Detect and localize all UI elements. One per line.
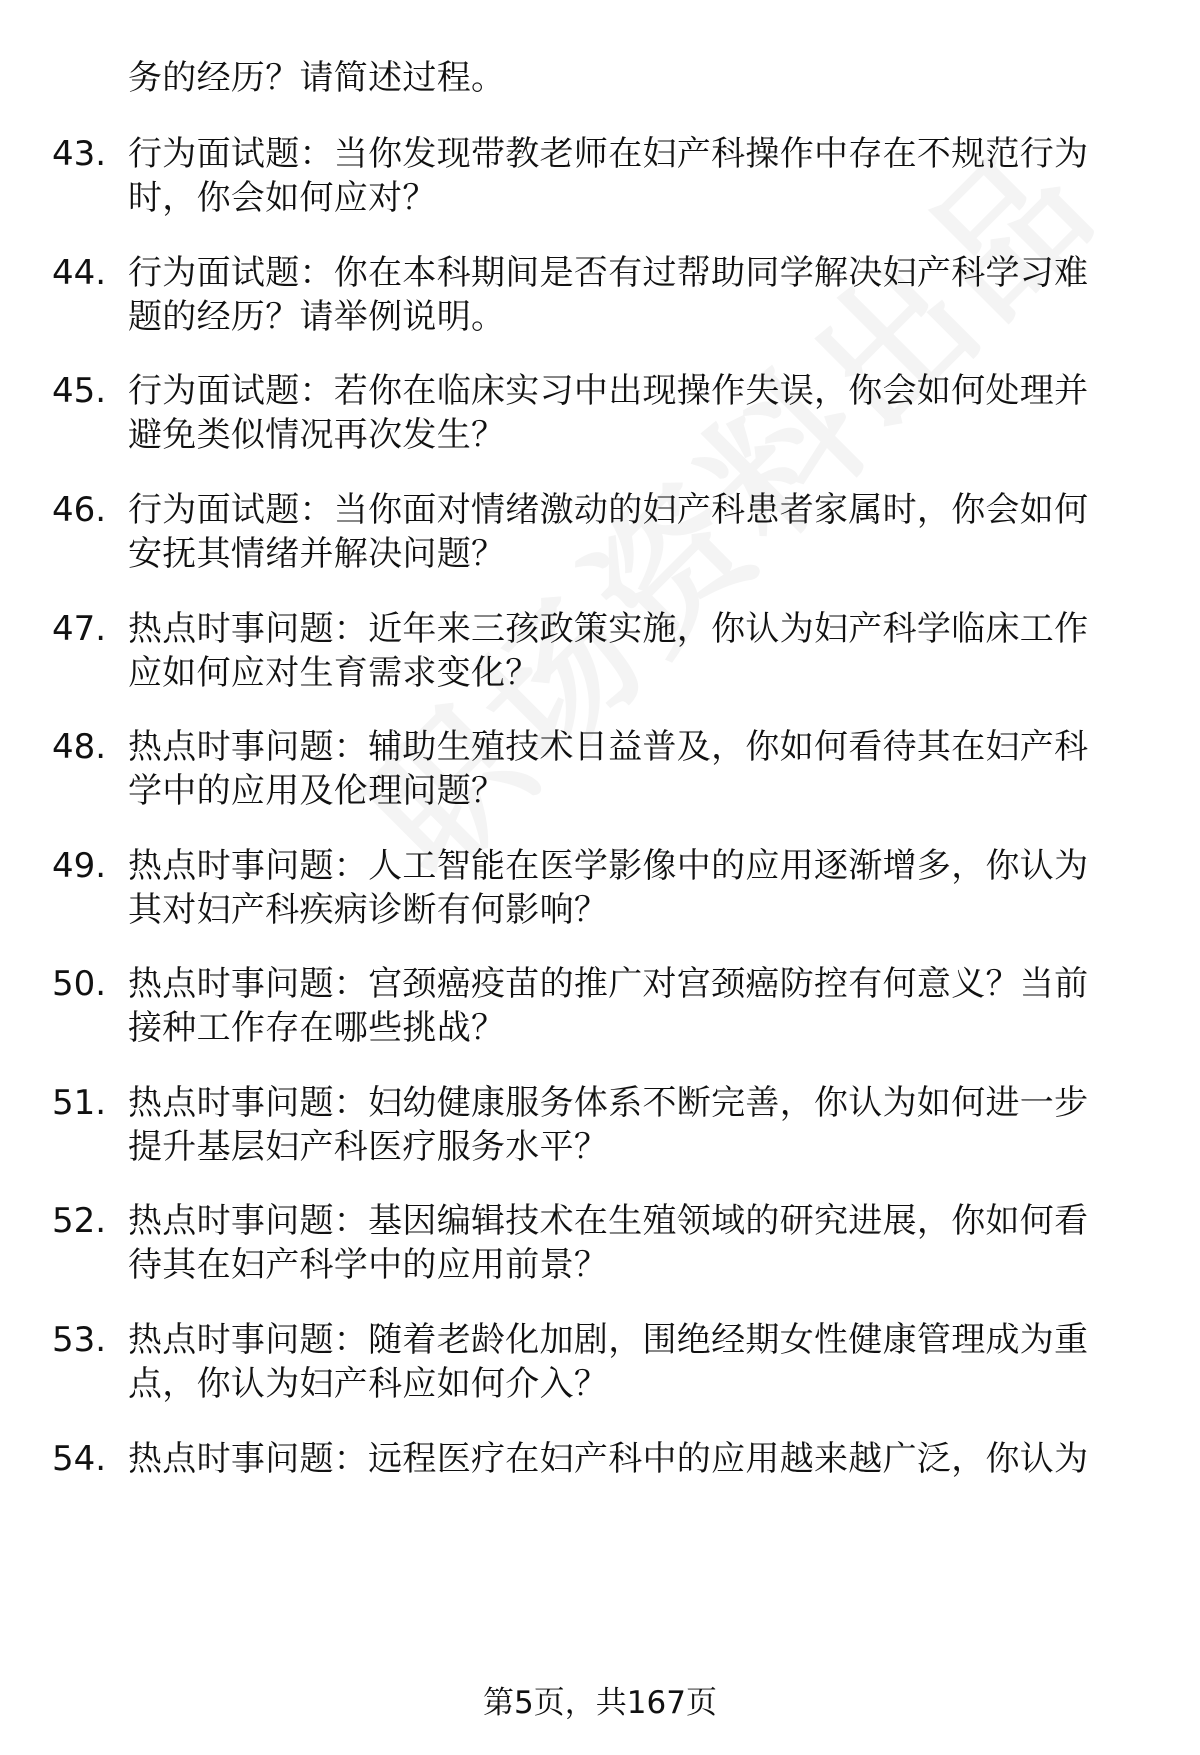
question-text-line: 点，你认为妇产科应如何介入？: [128, 1364, 609, 1404]
question-text-line: 安抚其情绪并解决问题？: [128, 534, 506, 574]
question-text-line: 接种工作存在哪些挑战？: [128, 1008, 506, 1048]
question-text-line: 热点时事问题：基因编辑技术在生殖领域的研究进展，你如何看: [128, 1201, 1089, 1241]
page-number-footer: 第5页，共167页: [483, 1685, 717, 1721]
question-number: 48.: [52, 727, 107, 767]
question-number: 45.: [52, 371, 107, 411]
question-text-line: 热点时事问题：人工智能在医学影像中的应用逐渐增多，你认为: [128, 846, 1089, 886]
question-text-line: 行为面试题：若你在临床实习中出现操作失误，你会如何处理并: [128, 371, 1089, 411]
question-text-line: 行为面试题：当你发现带教老师在妇产科操作中存在不规范行为: [128, 134, 1089, 174]
question-text-line: 学中的应用及伦理问题？: [128, 771, 506, 811]
question-text-line: 热点时事问题：妇幼健康服务体系不断完善，你认为如何进一步: [128, 1083, 1089, 1123]
question-text-line: 时，你会如何应对？: [128, 178, 437, 218]
question-number: 51.: [52, 1083, 107, 1123]
question-number: 47.: [52, 609, 107, 649]
question-text-line: 行为面试题：当你面对情绪激动的妇产科患者家属时，你会如何: [128, 490, 1089, 530]
question-text-line: 待其在妇产科学中的应用前景？: [128, 1245, 609, 1285]
question-number: 54.: [52, 1439, 107, 1479]
question-text-line: 应如何应对生育需求变化？: [128, 653, 540, 693]
question-number: 49.: [52, 846, 107, 886]
question-text-line: 提升基层妇产科医疗服务水平？: [128, 1127, 609, 1167]
question-text-line: 热点时事问题：远程医疗在妇产科中的应用越来越广泛，你认为: [128, 1439, 1089, 1479]
question-text-line: 热点时事问题：随着老龄化加剧，围绝经期女性健康管理成为重: [128, 1320, 1089, 1360]
question-text-line: 题的经历？请举例说明。: [128, 297, 506, 337]
question-text-line: 避免类似情况再次发生？: [128, 415, 506, 455]
question-text-line: 热点时事问题：近年来三孩政策实施，你认为妇产科学临床工作: [128, 609, 1089, 649]
question-number: 52.: [52, 1201, 107, 1241]
question-text-line: 热点时事问题：辅助生殖技术日益普及，你如何看待其在妇产科: [128, 727, 1089, 767]
question-number: 46.: [52, 490, 107, 530]
continuation-line: 务的经历？请简述过程。: [128, 58, 506, 98]
question-text-line: 热点时事问题：宫颈癌疫苗的推广对宫颈癌防控有何意义？当前: [128, 964, 1089, 1004]
question-number: 44.: [52, 253, 107, 293]
question-number: 43.: [52, 134, 107, 174]
question-number: 53.: [52, 1320, 107, 1360]
question-number: 50.: [52, 964, 107, 1004]
question-text-line: 其对妇产科疾病诊断有何影响？: [128, 890, 609, 930]
question-text-line: 行为面试题：你在本科期间是否有过帮助同学解决妇产科学习难: [128, 253, 1089, 293]
